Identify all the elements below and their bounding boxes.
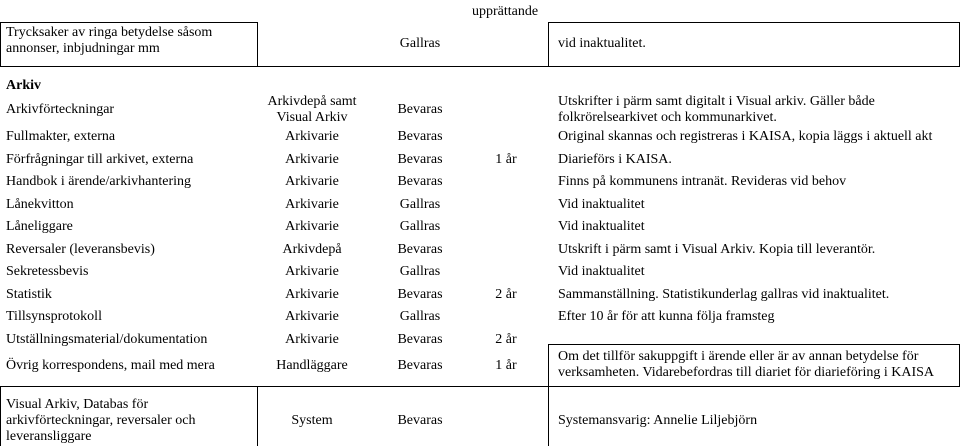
cell-document: Utställningsmaterial/dokumentation (6, 332, 208, 347)
cell-note: Sammanställning. Statistikunderlag gallras vid inaktualitet. (558, 287, 890, 302)
cell-document: Lånekvitton (6, 197, 74, 212)
cell-document: Arkivförteckningar (6, 102, 115, 117)
cell-note: vid inaktualitet. (558, 36, 646, 51)
cell-note: Original skannas och registreras i KAISA, kopia läggs i aktuell akt (558, 129, 933, 144)
table-rule (548, 22, 549, 66)
table-rule (257, 22, 258, 66)
table-rule (0, 386, 1, 446)
cell-note: Diarieförs i KAISA. (558, 152, 672, 167)
cell-owner: Arkivarie (285, 264, 339, 279)
cell-note: Finns på kommunens intranät. Revideras vid behov (558, 174, 847, 189)
cell-action: Gallras (399, 197, 441, 212)
cell-document: Övrig korrespondens, mail med mera (6, 358, 215, 373)
cell-document: Statistik (6, 287, 52, 302)
cell-note: Systemansvarig: Annelie Liljebjörn (558, 413, 758, 428)
table-rule (0, 66, 960, 67)
cell-action: Bevaras (397, 242, 443, 257)
cell-action: Gallras (399, 219, 441, 234)
cell-document: Tillsynsprotokoll (6, 309, 102, 324)
cell-note: Vid inaktualitet (558, 219, 645, 234)
table-rule (0, 22, 257, 23)
cell-action: Bevaras (397, 287, 443, 302)
cell-action: Gallras (399, 309, 441, 324)
cell-note: Vid inaktualitet (558, 197, 645, 212)
cell-owner: Handläggare (276, 358, 348, 373)
cell-owner: Arkivdepå samt Visual Arkiv (267, 94, 357, 125)
cell-action: Bevaras (397, 174, 443, 189)
cell-owner: Arkivarie (285, 129, 339, 144)
cell-action: upprättande (471, 4, 539, 19)
cell-document: Reversaler (leveransbevis) (6, 242, 155, 257)
cell-action: Bevaras (397, 102, 443, 117)
table-rule (0, 386, 960, 387)
cell-note: Efter 10 år för att kunna följa framsteg (558, 309, 775, 324)
cell-note: Vid inaktualitet (558, 264, 645, 279)
cell-owner: Arkivarie (285, 152, 339, 167)
cell-owner: Arkivarie (285, 287, 339, 302)
cell-action: Bevaras (397, 332, 443, 347)
cell-note: Utskrift i pärm samt i Visual Arkiv. Kopia till leverantör. (558, 242, 876, 257)
cell-time: 1 år (495, 152, 517, 167)
cell-owner: Arkivdepå (282, 242, 342, 257)
section-heading: Arkiv (6, 78, 41, 93)
cell-time: 2 år (495, 287, 517, 302)
cell-owner: Arkivarie (285, 219, 339, 234)
table-rule (0, 22, 1, 66)
cell-document: Förfrågningar till arkivet, externa (6, 152, 194, 167)
cell-document: Handbok i ärende/arkivhantering (6, 174, 192, 189)
cell-action: Gallras (399, 36, 441, 51)
table-rule (548, 22, 960, 23)
table-rule (548, 344, 549, 386)
cell-owner: System (291, 413, 333, 428)
cell-document: Låneliggare (6, 219, 73, 234)
cell-note: Utskrifter i pärm samt digitalt i Visual arkiv. Gäller både folkrörelsearkivet och kommunarkivet. (558, 94, 875, 125)
cell-note: Om det tillför sakuppgift i ärende eller är av annan betydelse för verksamheten. Vidarebefordras till diariet för diarieföring i KAISA (558, 349, 934, 380)
cell-action: Bevaras (397, 129, 443, 144)
cell-document: Fullmakter, externa (6, 129, 116, 144)
table-rule (257, 386, 258, 446)
cell-action: Bevaras (397, 358, 443, 373)
cell-owner: Arkivarie (285, 332, 339, 347)
cell-owner: Arkivarie (285, 309, 339, 324)
cell-action: Gallras (399, 264, 441, 279)
cell-action: Bevaras (397, 152, 443, 167)
table-rule (548, 344, 960, 345)
cell-time: 2 år (495, 332, 517, 347)
table-rule (548, 386, 549, 446)
cell-document: Trycksaker av ringa betydelse såsom annonser, inbjudningar mm (6, 25, 213, 56)
cell-action: Bevaras (397, 413, 443, 428)
cell-owner: Arkivarie (285, 174, 339, 189)
cell-time: 1 år (495, 358, 517, 373)
cell-owner: Arkivarie (285, 197, 339, 212)
cell-document: Visual Arkiv, Databas för arkivförteckningar, reversaler och leveransliggare (6, 397, 196, 444)
cell-document: Sekretessbevis (6, 264, 89, 279)
